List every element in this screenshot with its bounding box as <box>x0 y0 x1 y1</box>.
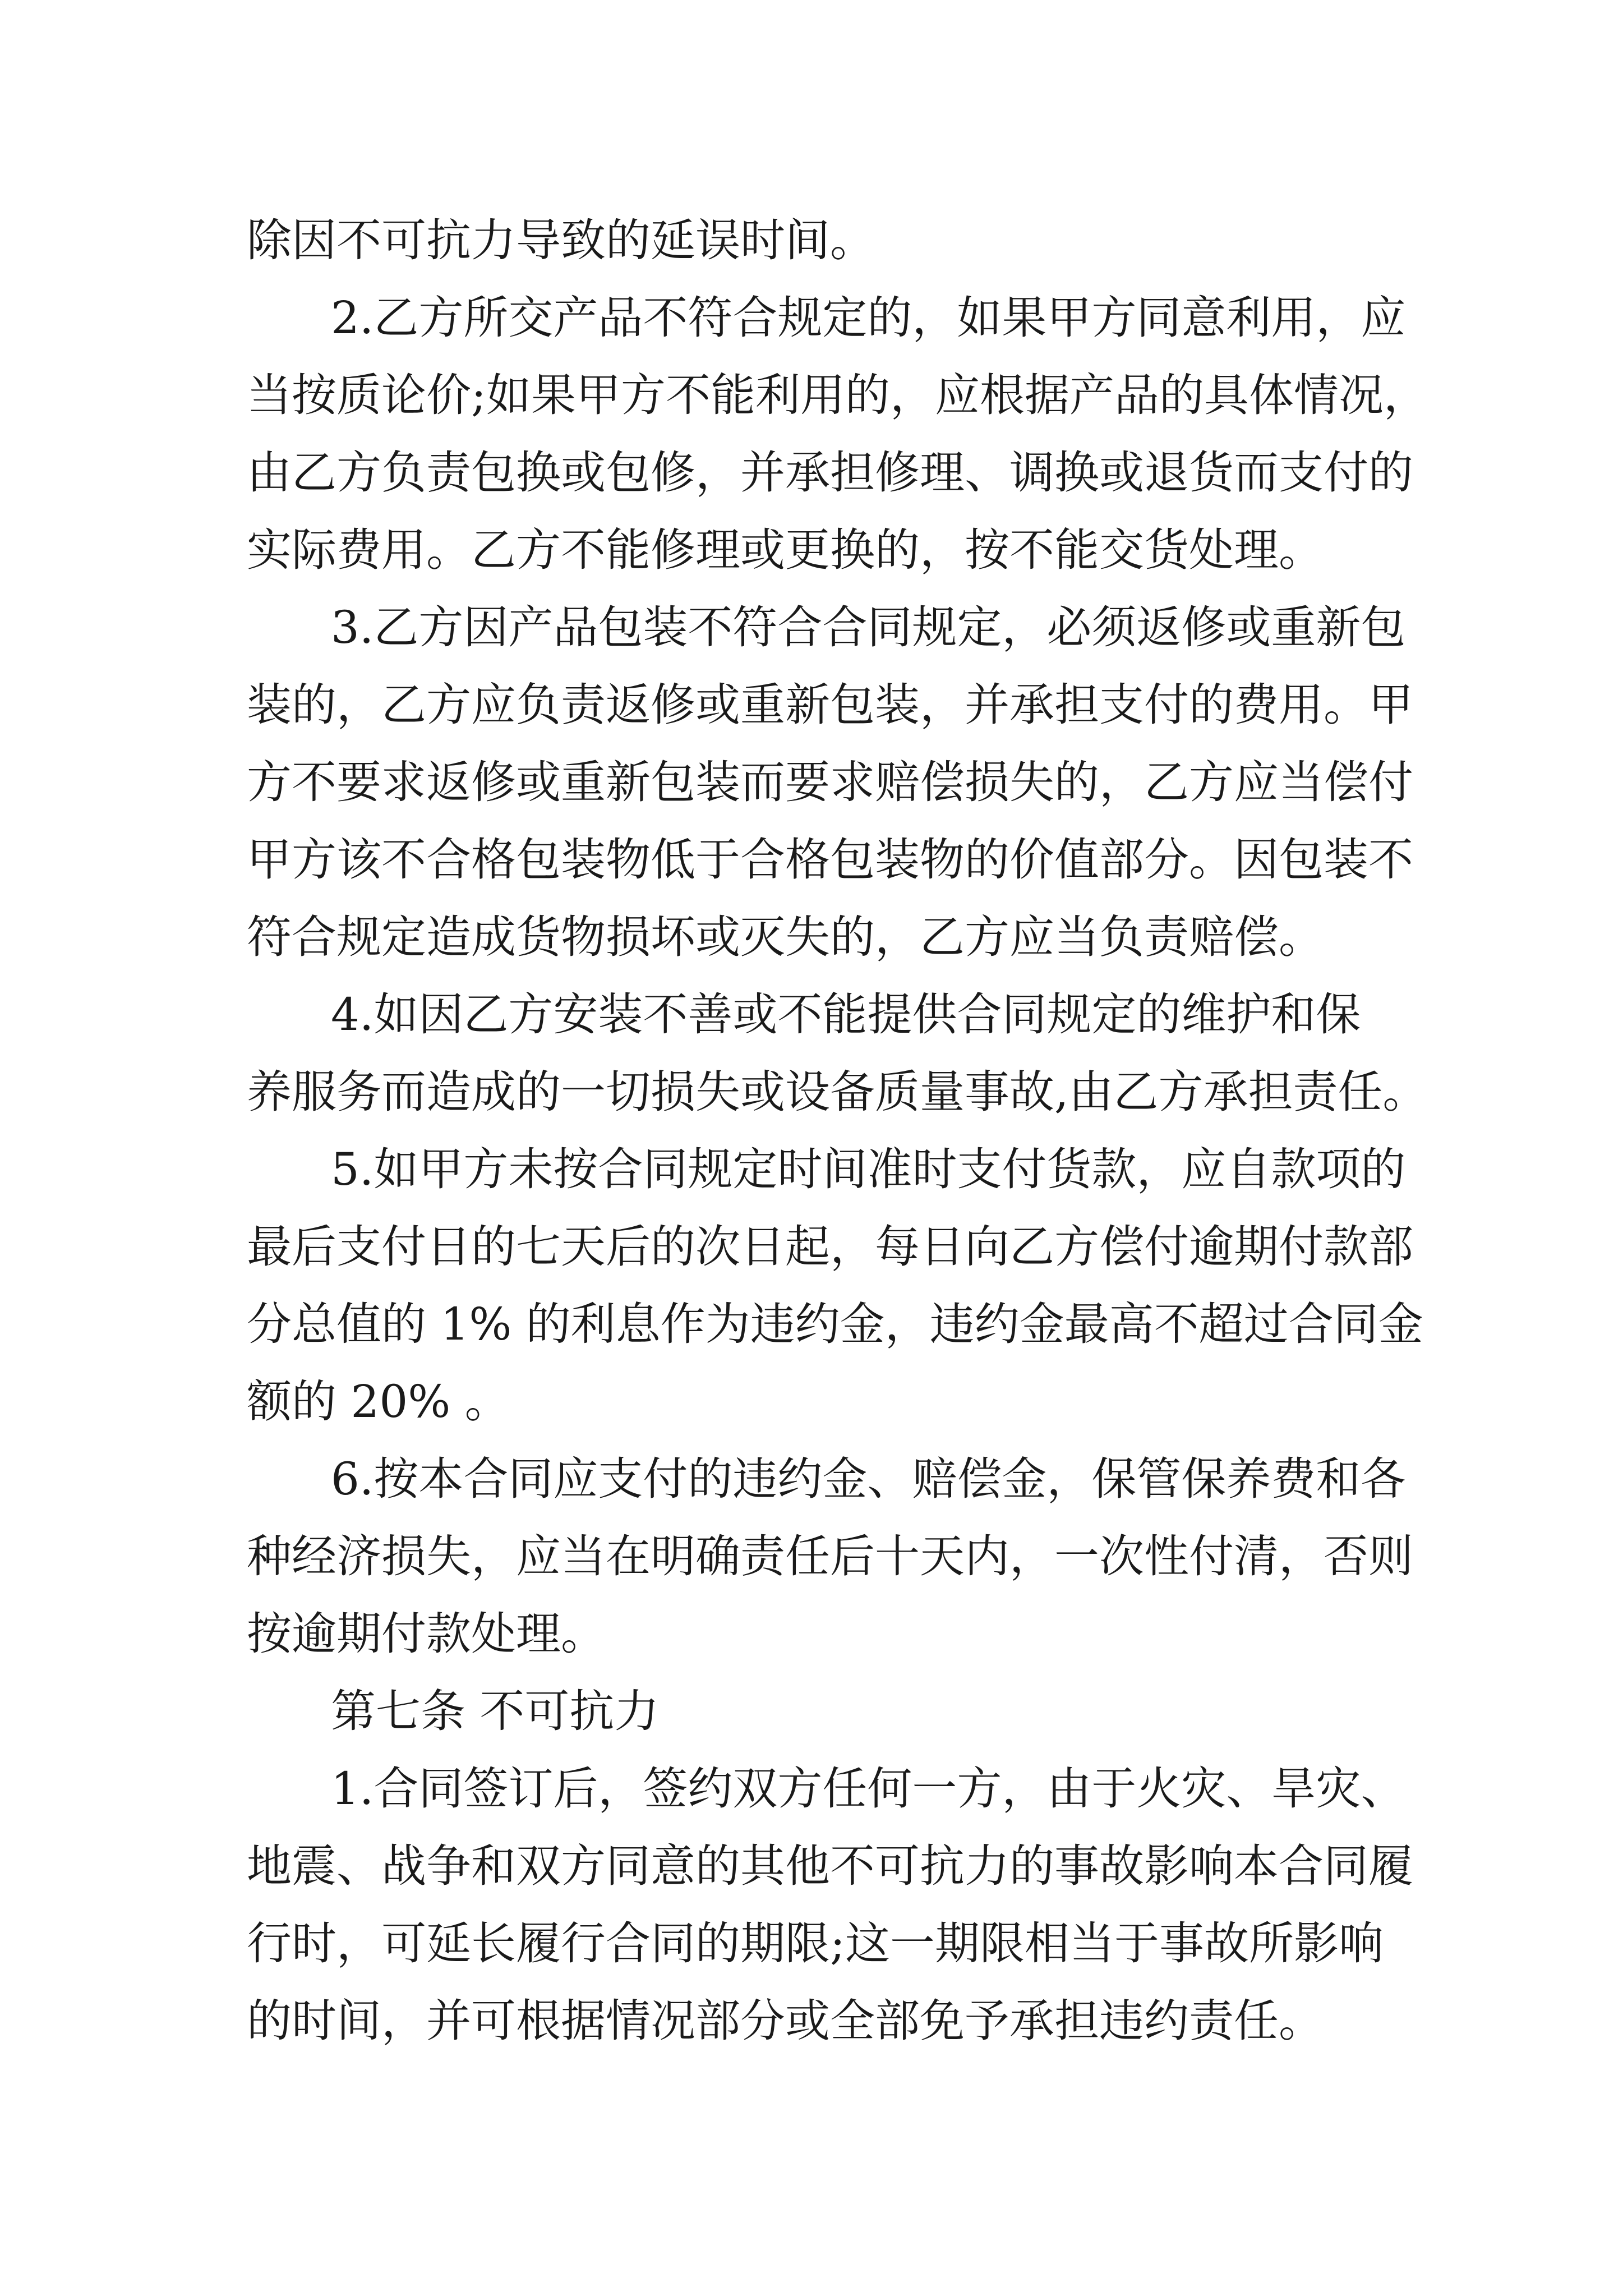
text-line: 实际费用。乙方不能修理或更换的，按不能交货处理。 <box>247 524 1324 576</box>
text-line: 的时间，并可根据情况部分或全部免予承担违约责任。 <box>247 1995 1324 2047</box>
text-line: 行时，可延长履行合同的期限;这一期限相当于事故所影响 <box>247 1917 1384 1970</box>
section-heading: 第七条 不可抗力 <box>331 1685 660 1737</box>
text-line: 1.合同签订后，签约双方任何一方，由于火灾、旱灾、 <box>331 1763 1406 1815</box>
text-line: 3.乙方因产品包装不符合合同规定，必须返修或重新包 <box>331 601 1406 654</box>
text-line: 种经济损失，应当在明确责任后十天内，一次性付清，否则 <box>247 1530 1413 1582</box>
document-body <box>247 202 1428 2060</box>
text-line: 甲方该不合格包装物低于合格包装物的价值部分。因包装不 <box>247 834 1413 886</box>
text-line: 5.如甲方未按合同规定时间准时支付货款，应自款项的 <box>331 1143 1406 1195</box>
text-line: 方不要求返修或重新包装而要求赔偿损失的，乙方应当偿付 <box>247 756 1413 808</box>
text-line: 除因不可抗力导致的延误时间。 <box>247 214 875 266</box>
text-line: 养服务而造成的一切损失或设备质量事故,由乙方承担责任。 <box>247 1066 1428 1118</box>
text-line: 6.按本合同应支付的违约金、赔偿金，保管保养费和各 <box>331 1453 1406 1505</box>
text-line: 最后支付日的七天后的次日起，每日向乙方偿付逾期付款部 <box>247 1221 1413 1273</box>
text-line: 当按质论价;如果甲方不能利用的，应根据产品的具体情况， <box>247 369 1428 421</box>
text-line: 符合规定造成货物损坏或灭失的，乙方应当负责赔偿。 <box>247 911 1324 963</box>
text-line: 装的，乙方应负责返修或重新包装，并承担支付的费用。甲 <box>247 679 1413 731</box>
text-line: 地震、战争和双方同意的其他不可抗力的事故影响本合同履 <box>247 1840 1413 1892</box>
text-line: 4.如因乙方安装不善或不能提供合同规定的维护和保 <box>331 988 1361 1041</box>
text-line: 按逾期付款处理。 <box>247 1608 606 1660</box>
text-line: 分总值的 1% 的利息作为违约金，违约金最高不超过合同金 <box>247 1298 1423 1350</box>
text-line: 2.乙方所交产品不符合规定的，如果甲方同意利用，应 <box>331 292 1406 344</box>
text-line: 由乙方负责包换或包修，并承担修理、调换或退货而支付的 <box>247 447 1413 499</box>
text-line: 额的 20% 。 <box>247 1375 510 1428</box>
